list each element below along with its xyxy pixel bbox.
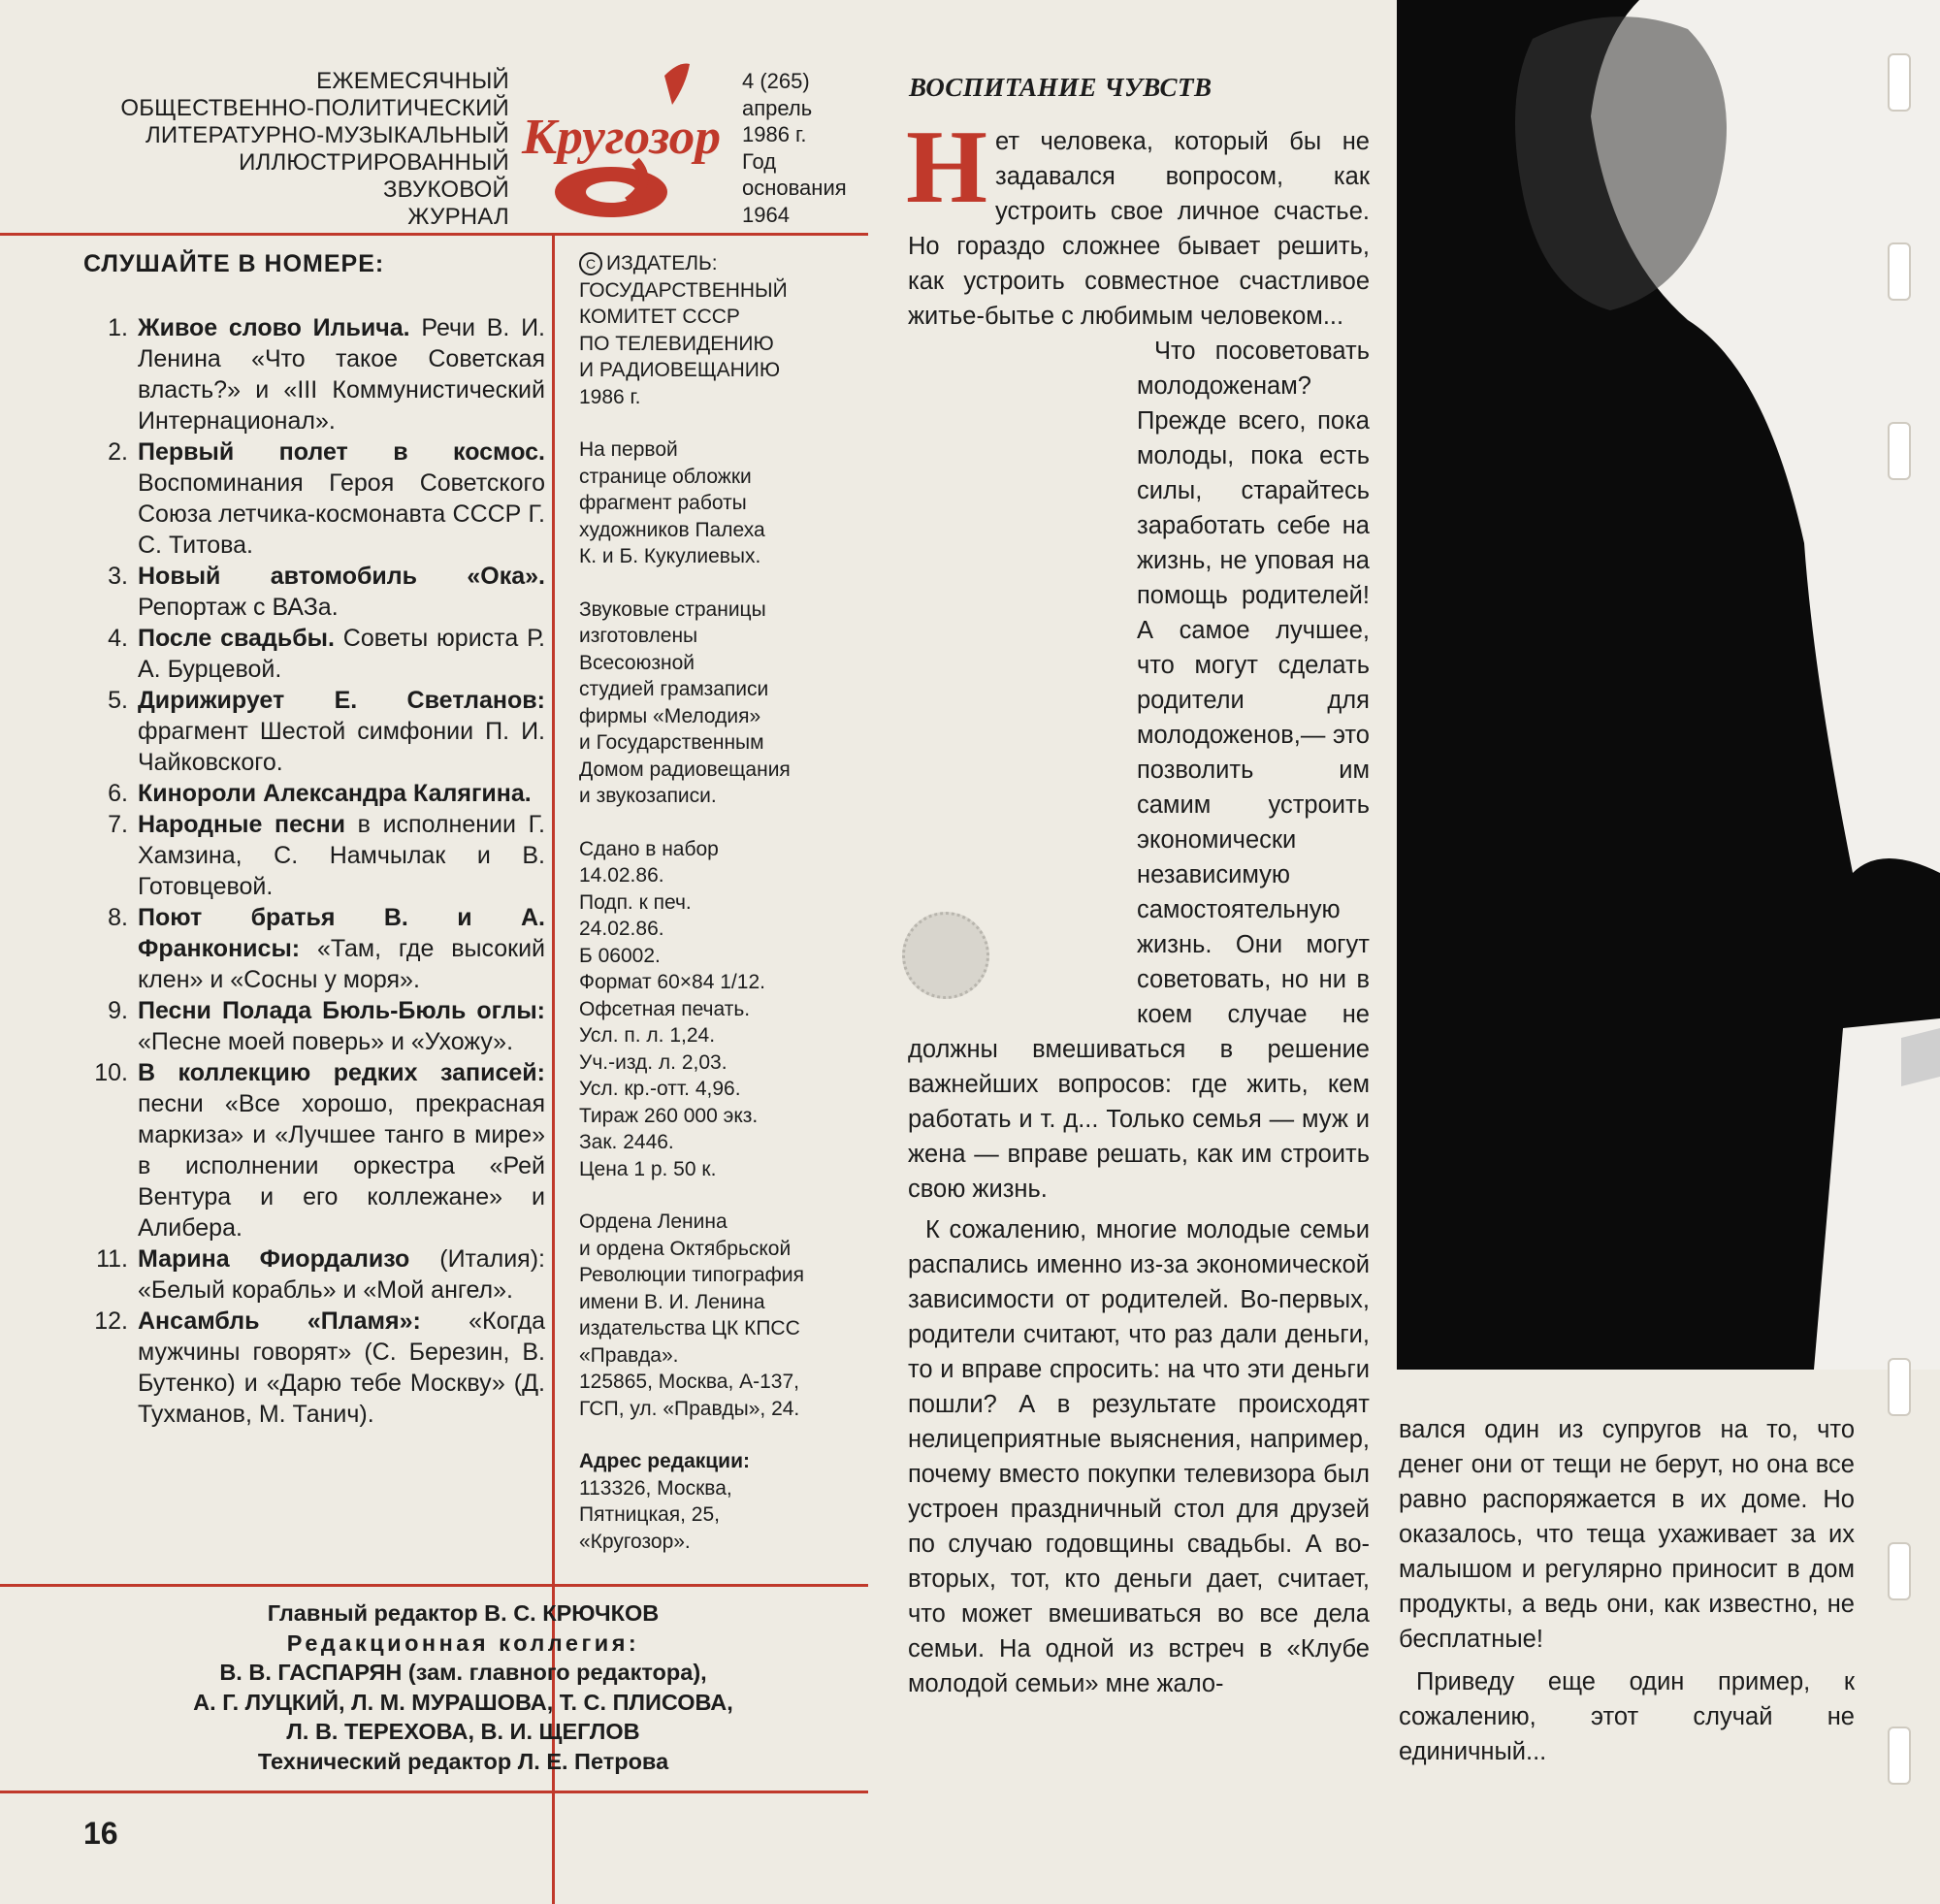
imprint-line: и ордена Октябрьской [579, 1237, 792, 1260]
imprint-line: 1986 г. [579, 385, 641, 408]
imprint-line: «Кругозор». [579, 1530, 691, 1553]
imprint-line: и звукозаписи. [579, 785, 717, 807]
toc-item-number: 8. [108, 904, 128, 931]
toc-item-description: фрагмент Шестой симфонии П. И. Чайковского. [138, 718, 545, 776]
issue-line: 1986 г. [742, 122, 807, 146]
binding-slot [1888, 1542, 1911, 1600]
imprint-line: Офсетная печать. [579, 997, 751, 1020]
toc-item-number: 5. [108, 687, 128, 714]
toc-item-title: Народные песни [138, 811, 346, 838]
toc-item-title: Новый автомобиль «Ока». [138, 563, 545, 590]
editorial-line: Л. В. ТЕРЕХОВА, В. И. ЩЕГЛОВ [286, 1719, 640, 1744]
toc-item-title: Живое слово Ильича. [138, 314, 410, 341]
imprint-line: Усл. кр.-отт. 4,96. [579, 1078, 741, 1100]
imprint-line: На первой [579, 438, 678, 461]
imprint-line: Формат 60×84 1/12. [579, 971, 765, 993]
imprint-line: 14.02.86. [579, 864, 664, 887]
toc-item-description: Репортаж с ВАЗа. [138, 594, 339, 621]
issue-line: основания [742, 176, 847, 200]
divider [0, 1791, 868, 1793]
toc-item-body [138, 1057, 545, 1243]
issue-info [742, 68, 878, 228]
toc-item-title: В коллекцию редких записей: [138, 1059, 545, 1086]
imprint-line: ГОСУДАРСТВЕННЫЙ [579, 278, 788, 302]
article-paragraph: Что посоветовать молодоженам? Прежде всего, пока молоды, пока есть силы, старайтесь заработать себе на жизнь, не уповая на помощь родителей! А самое лучшее, что могут сделать родители для молодоженов,— это позволить им самим устроить экономически независимую самостоятельную жизнь. Они могут советовать, но ни в коем случае не должны вмешиваться в решение важнейших вопросов: где жить, кем работать и т. д... Только семья — муж и жена — вправе решать, как им строить свою жизнь. [908, 338, 1370, 1203]
toc-item [83, 1243, 545, 1306]
toc-item-description: в исполнении Г. Хамзина, С. Намчылак и В. Готовцевой. [138, 811, 545, 900]
imprint-line: Уч.-изд. л. 2,03. [579, 1050, 728, 1074]
issue-line: 4 (265) [742, 69, 810, 93]
binding-slot [1888, 1727, 1911, 1785]
imprint-line: Домом радиовещания [579, 758, 791, 781]
toc-item-description: Речи В. И. Ленина «Что такое Советская власть?» и «III Коммунистический Интернационал». [138, 314, 546, 435]
masthead-line: ЖУРНАЛ [407, 204, 509, 230]
toc-item-number: 7. [108, 811, 128, 838]
imprint-line: фирмы «Мелодия» [579, 704, 761, 727]
toc-item-number: 6. [108, 780, 128, 807]
editorial-line: Технический редактор Л. Е. Петрова [257, 1748, 669, 1774]
imprint-line: ПО ТЕЛЕВИДЕНИЮ [579, 332, 774, 355]
toc-item [83, 685, 545, 778]
toc-item [83, 312, 545, 436]
imprint-line: Зак. 2446. [579, 1131, 674, 1153]
article-continuation [1399, 1412, 1855, 1769]
imprint-line: студией грамзаписи [579, 678, 769, 700]
imprint-line: Звуковые страницы [579, 597, 766, 621]
toc-item-body [138, 685, 545, 778]
toc-item-description: песни «Все хорошо, прекрасная маркиза» и «Лучшее танго в мире» в исполнении оркестра «Рей Вентура и его коллежане» и Алибера. [138, 1090, 545, 1242]
toc-title: СЛУШАЙТЕ В НОМЕРЕ: [83, 250, 385, 277]
toc-item-title: Ансамбль «Пламя»: [138, 1307, 421, 1335]
toc-item [83, 436, 545, 561]
toc-item [83, 778, 545, 809]
toc-item-number: 9. [108, 997, 128, 1024]
toc-item-description: «Там, где высокий клен» и «Сосны у моря». [138, 935, 545, 993]
toc-item [83, 1057, 545, 1243]
article-paragraph: К сожалению, многие молодые семьи распались именно из-за экономической зависимости от родителей. Во-первых, родители считают, что раз дали деньги, то и вправе спросить: на что эти деньги пошли? А в результате происходят нелицеприятные выяснения, например, почему вместо покупки телевизора был устроен праздничный стол для друзей по случаю годовщины свадьбы. А во-вторых, тот, кто деньги дает, считает, что может вмешиваться во все дела семьи. На одной из встреч в «Клубе молодой семьи» мне жало- [908, 1216, 1370, 1697]
masthead-line: ОБЩЕСТВЕННО-ПОЛИТИЧЕСКИЙ [120, 95, 509, 121]
toc-item-number: 1. [108, 314, 128, 341]
editorial-line: Главный редактор В. С. КРЮЧКОВ [267, 1600, 660, 1626]
issue-line: 1964 [742, 202, 790, 227]
toc-item-body [138, 902, 545, 995]
imprint-line: фрагмент работы [579, 492, 747, 514]
imprint-print [579, 836, 870, 1183]
imprint-line: Усл. п. л. 1,24. [579, 1024, 716, 1047]
masthead-description [58, 68, 509, 231]
divider [0, 1584, 868, 1587]
toc-item [83, 995, 545, 1057]
imprint-line: художников Палеха [579, 518, 765, 541]
toc-item-body [138, 623, 545, 685]
masthead-line: ЕЖЕМЕСЯЧНЫЙ [316, 68, 509, 94]
binding-slot [1888, 53, 1911, 112]
binding-slot [1888, 422, 1911, 480]
toc-item-body [138, 809, 545, 902]
editorial-line: В. В. ГАСПАРЯН (зам. главного редактора), [219, 1660, 707, 1685]
editorial-line: А. Г. ЛУЦКИЙ, Л. М. МУРАШОВА, Т. С. ПЛИСОВА, [193, 1689, 733, 1715]
photo-silhouette [1397, 0, 1940, 1370]
imprint-line: изготовлены [579, 625, 698, 647]
issue-line: Год [742, 148, 777, 174]
toc-item-number: 2. [108, 438, 128, 466]
article-title: ВОСПИТАНИЕ ЧУВСТВ [909, 73, 1212, 102]
issue-line: апрель [742, 95, 813, 120]
copyright-icon: C [579, 252, 602, 275]
imprint-sound [579, 597, 870, 810]
article-paragraph: ет человека, который бы не задавался вопросом, как устроить свое личное счастье. Но гораздо сложнее бывает решить, как устроить совместное счастливое житье-бытье с любимым человеком... [908, 128, 1370, 330]
toc-item [83, 1306, 545, 1430]
binding-slot [1888, 1358, 1911, 1416]
imprint-line: Всесоюзной [579, 651, 695, 674]
imprint-line: ИЗДАТЕЛЬ: [606, 252, 718, 274]
masthead-line: ИЛЛЮСТРИРОВАННЫЙ [239, 149, 509, 176]
imprint-line: Цена 1 р. 50 к. [579, 1157, 717, 1180]
editorial-board [58, 1598, 868, 1776]
toc-item-body [138, 1306, 545, 1430]
imprint-line: странице обложки [579, 465, 752, 488]
toc-item-description: Воспоминания Героя Советского Союза летчика-космонавта СССР Г. С. Титова. [138, 469, 545, 559]
toc-item-title: Дирижирует Е. Светланов: [138, 687, 545, 714]
toc-item-body [138, 312, 545, 436]
toc-item-title: Песни Полада Бюль-Бюль оглы: [138, 997, 545, 1024]
article-body [906, 110, 1370, 1701]
toc-item-description: «Песне моей поверь» и «Ухожу». [138, 1028, 514, 1055]
toc-item-description: (Италия): «Белый корабль» и «Мой ангел». [138, 1245, 545, 1304]
toc-item-title: Марина Фиордализо [138, 1245, 410, 1273]
imprint-line: Революции типография [579, 1264, 805, 1286]
toc-item-number: 12. [94, 1307, 128, 1335]
imprint-line: Сдано в набор [579, 837, 719, 860]
drop-cap: Н [906, 110, 988, 225]
toc-item [83, 809, 545, 902]
imprint-line: имени В. И. Ленина [579, 1290, 765, 1313]
toc-item-body [138, 778, 545, 809]
toc-item-title: Поют братья В. и А. Франконисы: [138, 904, 545, 962]
toc-item [83, 561, 545, 623]
imprint-line: 113326, Москва, [579, 1476, 732, 1500]
binding-slot [1888, 242, 1911, 301]
imprint-line: и Государственным [579, 731, 764, 754]
toc-item-title: Кинороли Александра Калягина. [138, 780, 532, 807]
toc-list [83, 312, 545, 1430]
imprint-typography [579, 1209, 870, 1422]
toc-item-title: После свадьбы. [138, 625, 335, 652]
imprint-line: Подп. к печ. [579, 890, 692, 914]
editorial-line: Редакционная коллегия: [286, 1630, 640, 1656]
toc-item-number: 4. [108, 625, 128, 652]
imprint-line: издательства ЦК КПСС [579, 1317, 800, 1339]
imprint-line: 24.02.86. [579, 918, 664, 940]
krugozor-logo [519, 56, 728, 226]
imprint-line: КОМИТЕТ СССР [579, 306, 740, 328]
page-number: 16 [83, 1816, 118, 1851]
toc-item-body [138, 995, 545, 1057]
article-paragraph: Приведу еще один пример, к сожалению, этот случай не единичный... [1399, 1668, 1855, 1765]
toc-item-number: 11. [96, 1245, 128, 1273]
imprint-line: И РАДИОВЕЩАНИЮ [579, 359, 781, 381]
toc-item-body [138, 561, 545, 623]
imprint-line: Ордена Ленина [579, 1210, 728, 1233]
toc-item [83, 623, 545, 685]
imprint-line: Пятницкая, 25, [579, 1503, 721, 1526]
toc-item [83, 902, 545, 995]
article-paragraph: вался один из супругов на то, что денег они от тещи не берут, но она все равно распоряжается в их доме. Но оказалось, что теща ухаживает за их малышом и регулярно приносит в дом продукты, а ведь они, как известно, не бесплатные! [1399, 1416, 1855, 1653]
record-center-hole [902, 912, 989, 999]
imprint-line: «Правда». [579, 1343, 679, 1367]
imprint [579, 250, 870, 1581]
toc-item-description: Советы юриста Р. А. Бурцевой. [138, 625, 545, 683]
divider [0, 233, 868, 236]
imprint-line: ГСП, ул. «Правды», 24. [579, 1397, 800, 1420]
toc-item-body [138, 1243, 545, 1306]
imprint-line: Тираж 260 000 экз. [579, 1104, 759, 1127]
toc-item-description: «Когда мужчины говорят» (С. Березин, В. Бутенко) и «Дарю тебе Москву» (Д. Тухманов, М. Танич). [138, 1307, 545, 1428]
masthead-line: ЛИТЕРАТУРНО-МУЗЫКАЛЬНЫЙ [145, 122, 509, 148]
toc-item-title: Первый полет в космос. [138, 438, 545, 466]
logo-text: Кругозор [520, 110, 721, 165]
imprint-address [579, 1448, 870, 1555]
masthead-line: ЗВУКОВОЙ [382, 177, 509, 203]
imprint-line: Б 06002. [579, 944, 661, 967]
imprint-cover [579, 436, 870, 570]
address-title: Адрес редакции: [579, 1450, 750, 1472]
imprint-publisher [579, 250, 870, 410]
toc-item-body [138, 436, 545, 561]
toc-item-number: 10. [94, 1059, 128, 1086]
toc-item-number: 3. [108, 563, 128, 590]
imprint-line: 125865, Москва, А-137, [579, 1371, 799, 1393]
imprint-line: К. и Б. Кукулиевых. [579, 545, 761, 567]
article-photo [1397, 0, 1940, 1370]
